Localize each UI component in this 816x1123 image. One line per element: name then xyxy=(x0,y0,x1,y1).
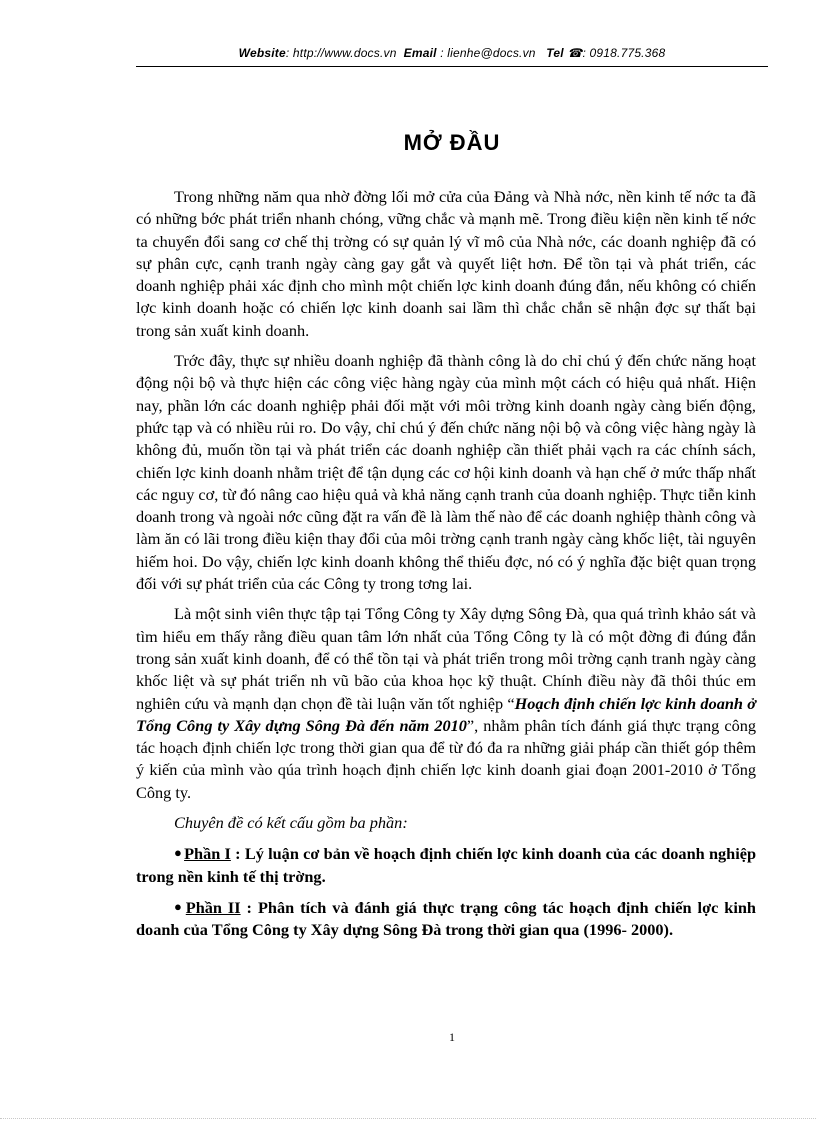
document-body xyxy=(136,186,756,950)
website-label: Website xyxy=(238,46,286,60)
bullet-icon: ● xyxy=(174,898,184,914)
paragraph-topic xyxy=(136,603,756,804)
header-divider xyxy=(136,66,768,67)
page-number: 1 xyxy=(449,1030,455,1044)
paragraph-intro: Trong những năm qua nhờ đờng lối mở cửa của Đảng và Nhà nớc, nền kinh tế nớc ta đã có những bớc phát triển nhanh chóng, vững chắc và mạnh mẽ. Trong điều kiện nền kinh tế nớc ta chuyển đổi sang cơ chế thị trờng có sự quản lý vĩ mô của Nhà nớc, các doanh nghiệp đã có sự phân cực, cạnh tranh ngày càng gay gắt và quyết liệt hơn. Để tồn tại và phát triển, các doanh nghiệp phải xác định cho mình một chiến lợc kinh doanh đúng đắn, nếu không có chiến lợc kinh doanh hoặc có chiến lợc kinh doanh sai lầm thì chắc chắn sẽ nhận đợc sự thất bại trong sản xuất kinh doanh. xyxy=(136,187,756,340)
part-item xyxy=(136,842,756,888)
part-text: : Phân tích và đánh giá thực trạng công tác hoạch định chiến lợc kinh doanh của Tổng Công ty Xây dựng Sông Đà trong thời gian qua (1996- 2000). xyxy=(136,897,756,940)
paragraph-context: Trớc đây, thực sự nhiều doanh nghiệp đã thành công là do chỉ chú ý đến chức năng hoạt động nội bộ và thực hiện các công việc hàng ngày của mình một cách có hiệu quả nhất. Hiện nay, phần lớn các doanh nghiệp phải đối mặt với môi trờng kinh doanh ngày càng biến động, phức tạp và có nhiều rủi ro. Do vậy, chỉ chú ý đến chức năng nội bộ và công việc hàng ngày là không đủ, muốn tồn tại và phát triển các doanh nghiệp cần thiết phải vạch ra các chính sách, chiến lợc kinh doanh nhằm triệt để tận dụng các cơ hội kinh doanh và hạn chế ở mức thấp nhất các nguy cơ, từ đó nâng cao hiệu quả và khả năng cạnh tranh của doanh nghiệp. Thực tiễn kinh doanh trong và ngoài nớc cũng đặt ra vấn đề là làm thế nào để các doanh nghiệp thành công và làm ăn có lãi trong điều kiện thay đổi của môi trờng cạnh tranh ngày càng khốc liệt, tài nguyên hiếm hoi. Do vậy, chiến lợc kinh doanh không thể thiếu đợc, nó có ý nghĩa đặc biệt quan trọng đối với sự phát triển của các Công ty trong tơng lai. xyxy=(136,351,756,594)
page-header xyxy=(136,46,768,60)
part-item xyxy=(136,896,756,942)
bullet-icon: ● xyxy=(174,845,183,861)
page-title: MỞ ĐẦU xyxy=(403,130,501,155)
website-value: : http://www.docs.vn xyxy=(285,46,397,60)
structure-intro: Chuyên đề có kết cấu gồm ba phần: xyxy=(174,813,408,833)
part-text: : Lý luận cơ bản về hoạch định chiến lợc kinh doanh của các doanh nghiệp trong nền kinh tế thị trờng. xyxy=(136,844,756,886)
part-label: Phần I xyxy=(184,844,231,864)
tel-label: Tel xyxy=(546,46,564,60)
thesis-title: Hoạch định chiến lợc kinh doanh ở Tổng Công ty Xây dựng Sông Đà đến năm 2010 xyxy=(136,693,756,735)
paragraph-topic-text-after: ”, nhằm phân tích đánh giá thực trạng công tác hoạch định chiến lợc trong thời gian qua để từ đó đa ra những giải pháp cần thiết góp thêm ý kiến của mình vào qúa trình hoạch định chiến lợc kinh doanh giai đoạn 2001-2010 ở Tổng Công ty. xyxy=(136,715,756,802)
paragraph-topic-text-before: Là một sinh viên thực tập tại Tổng Công ty Xây dựng Sông Đà, qua quá trình khảo sát và tìm hiểu em thấy rằng điều quan tâm lớn nhất của Tổng Công ty là có một đờng đi đúng đắn trong sản xuất kinh doanh, để có thể tồn tại và phát triển trong môi trờng cạnh tranh ngày càng khốc liệt và sự phát triển nh vũ bão của khoa học kỹ thuật. Chính điều này đã thôi thúc em nghiên cứu và mạnh dạn chọn đề tài luận văn tốt nghiệp “ xyxy=(136,604,756,713)
email-label: Email xyxy=(403,46,437,60)
phone-icon: ☎ xyxy=(567,46,583,60)
part-label: Phần II xyxy=(185,897,241,917)
page-bottom-divider xyxy=(0,1118,816,1119)
email-value: : lienhe@docs.vn xyxy=(440,46,536,60)
tel-value: : 0918.775.368 xyxy=(582,46,666,60)
